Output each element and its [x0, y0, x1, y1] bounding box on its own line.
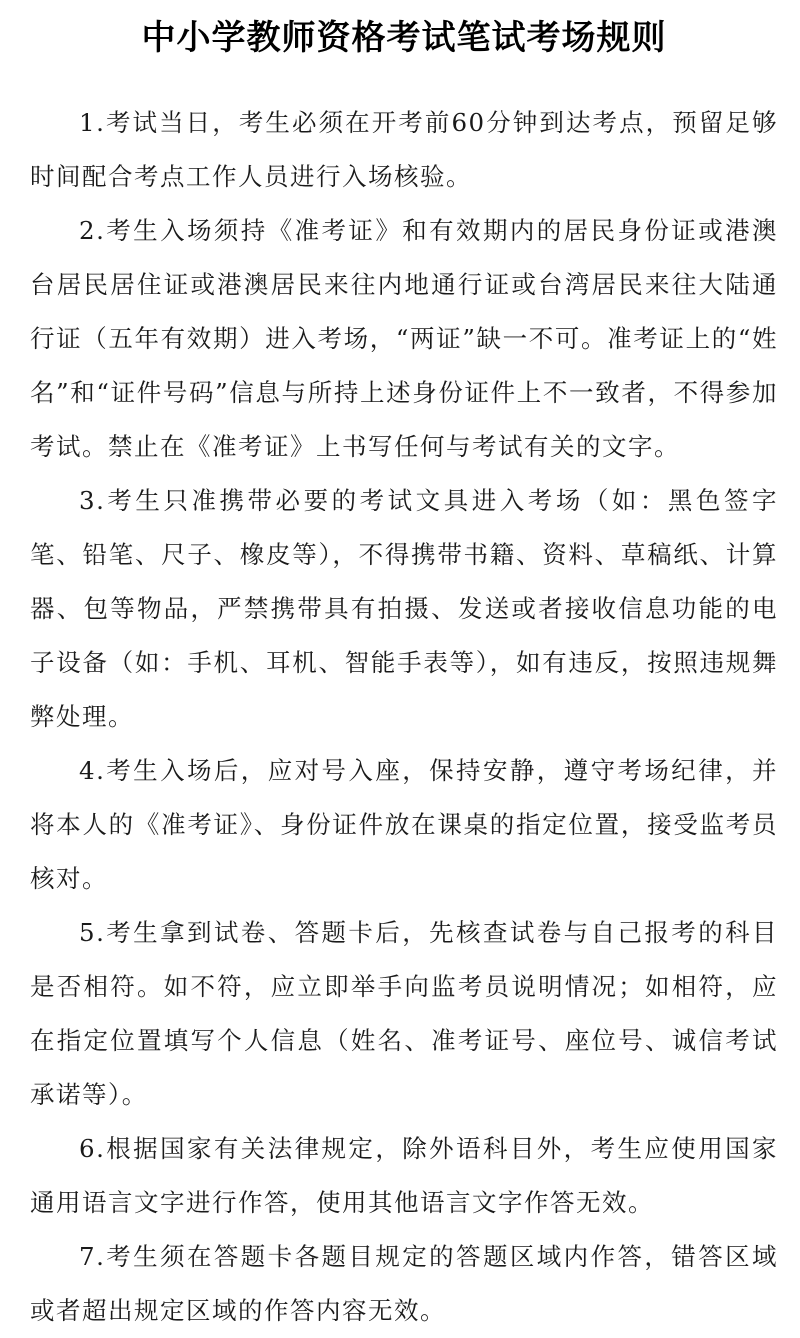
rule-item-3: 3.考生只准携带必要的考试文具进入考场（如：黑色签字笔、铅笔、尺子、橡皮等），不得携带书籍、资料、草稿纸、计算器、包等物品，严禁携带具有拍摄、发送或者接收信息功能的电子设备（如：手机、耳机、智能手表等），如有违反，按照违规舞弊处理。	[30, 486, 778, 731]
rule-item-6: 6.根据国家有关法律规定，除外语科目外，考生应使用国家通用语言文字进行作答，使用其他语言文字作答无效。	[30, 1134, 778, 1217]
rule-item-5: 5.考生拿到试卷、答题卡后，先核查试卷与自己报考的科目是否相符。如不符，应立即举手向监考员说明情况；如相符，应在指定位置填写个人信息（姓名、准考证号、座位号、诚信考试承诺等）。	[30, 918, 778, 1109]
rules-list	[30, 96, 778, 1338]
rule-item-7: 7.考生须在答题卡各题目规定的答题区域内作答，错答区域或者超出规定区域的作答内容无效。	[30, 1242, 778, 1325]
page-title: 中小学教师资格考试笔试考场规则	[141, 18, 667, 58]
rule-item-4: 4.考生入场后，应对号入座，保持安静，遵守考场纪律，并将本人的《准考证》、身份证件放在课桌的指定位置，接受监考员核对。	[30, 756, 778, 893]
rule-item-1: 1.考试当日，考生必须在开考前60分钟到达考点，预留足够时间配合考点工作人员进行入场核验。	[30, 108, 778, 191]
rule-item-2: 2.考生入场须持《准考证》和有效期内的居民身份证或港澳台居民居住证或港澳居民来往内地通行证或台湾居民来往大陆通行证（五年有效期）进入考场，“两证”缺一不可。准考证上的“姓名”和“证件号码”信息与所持上述身份证件上不一致者，不得参加考试。禁止在《准考证》上书写任何与考试有关的文字。	[30, 216, 778, 461]
